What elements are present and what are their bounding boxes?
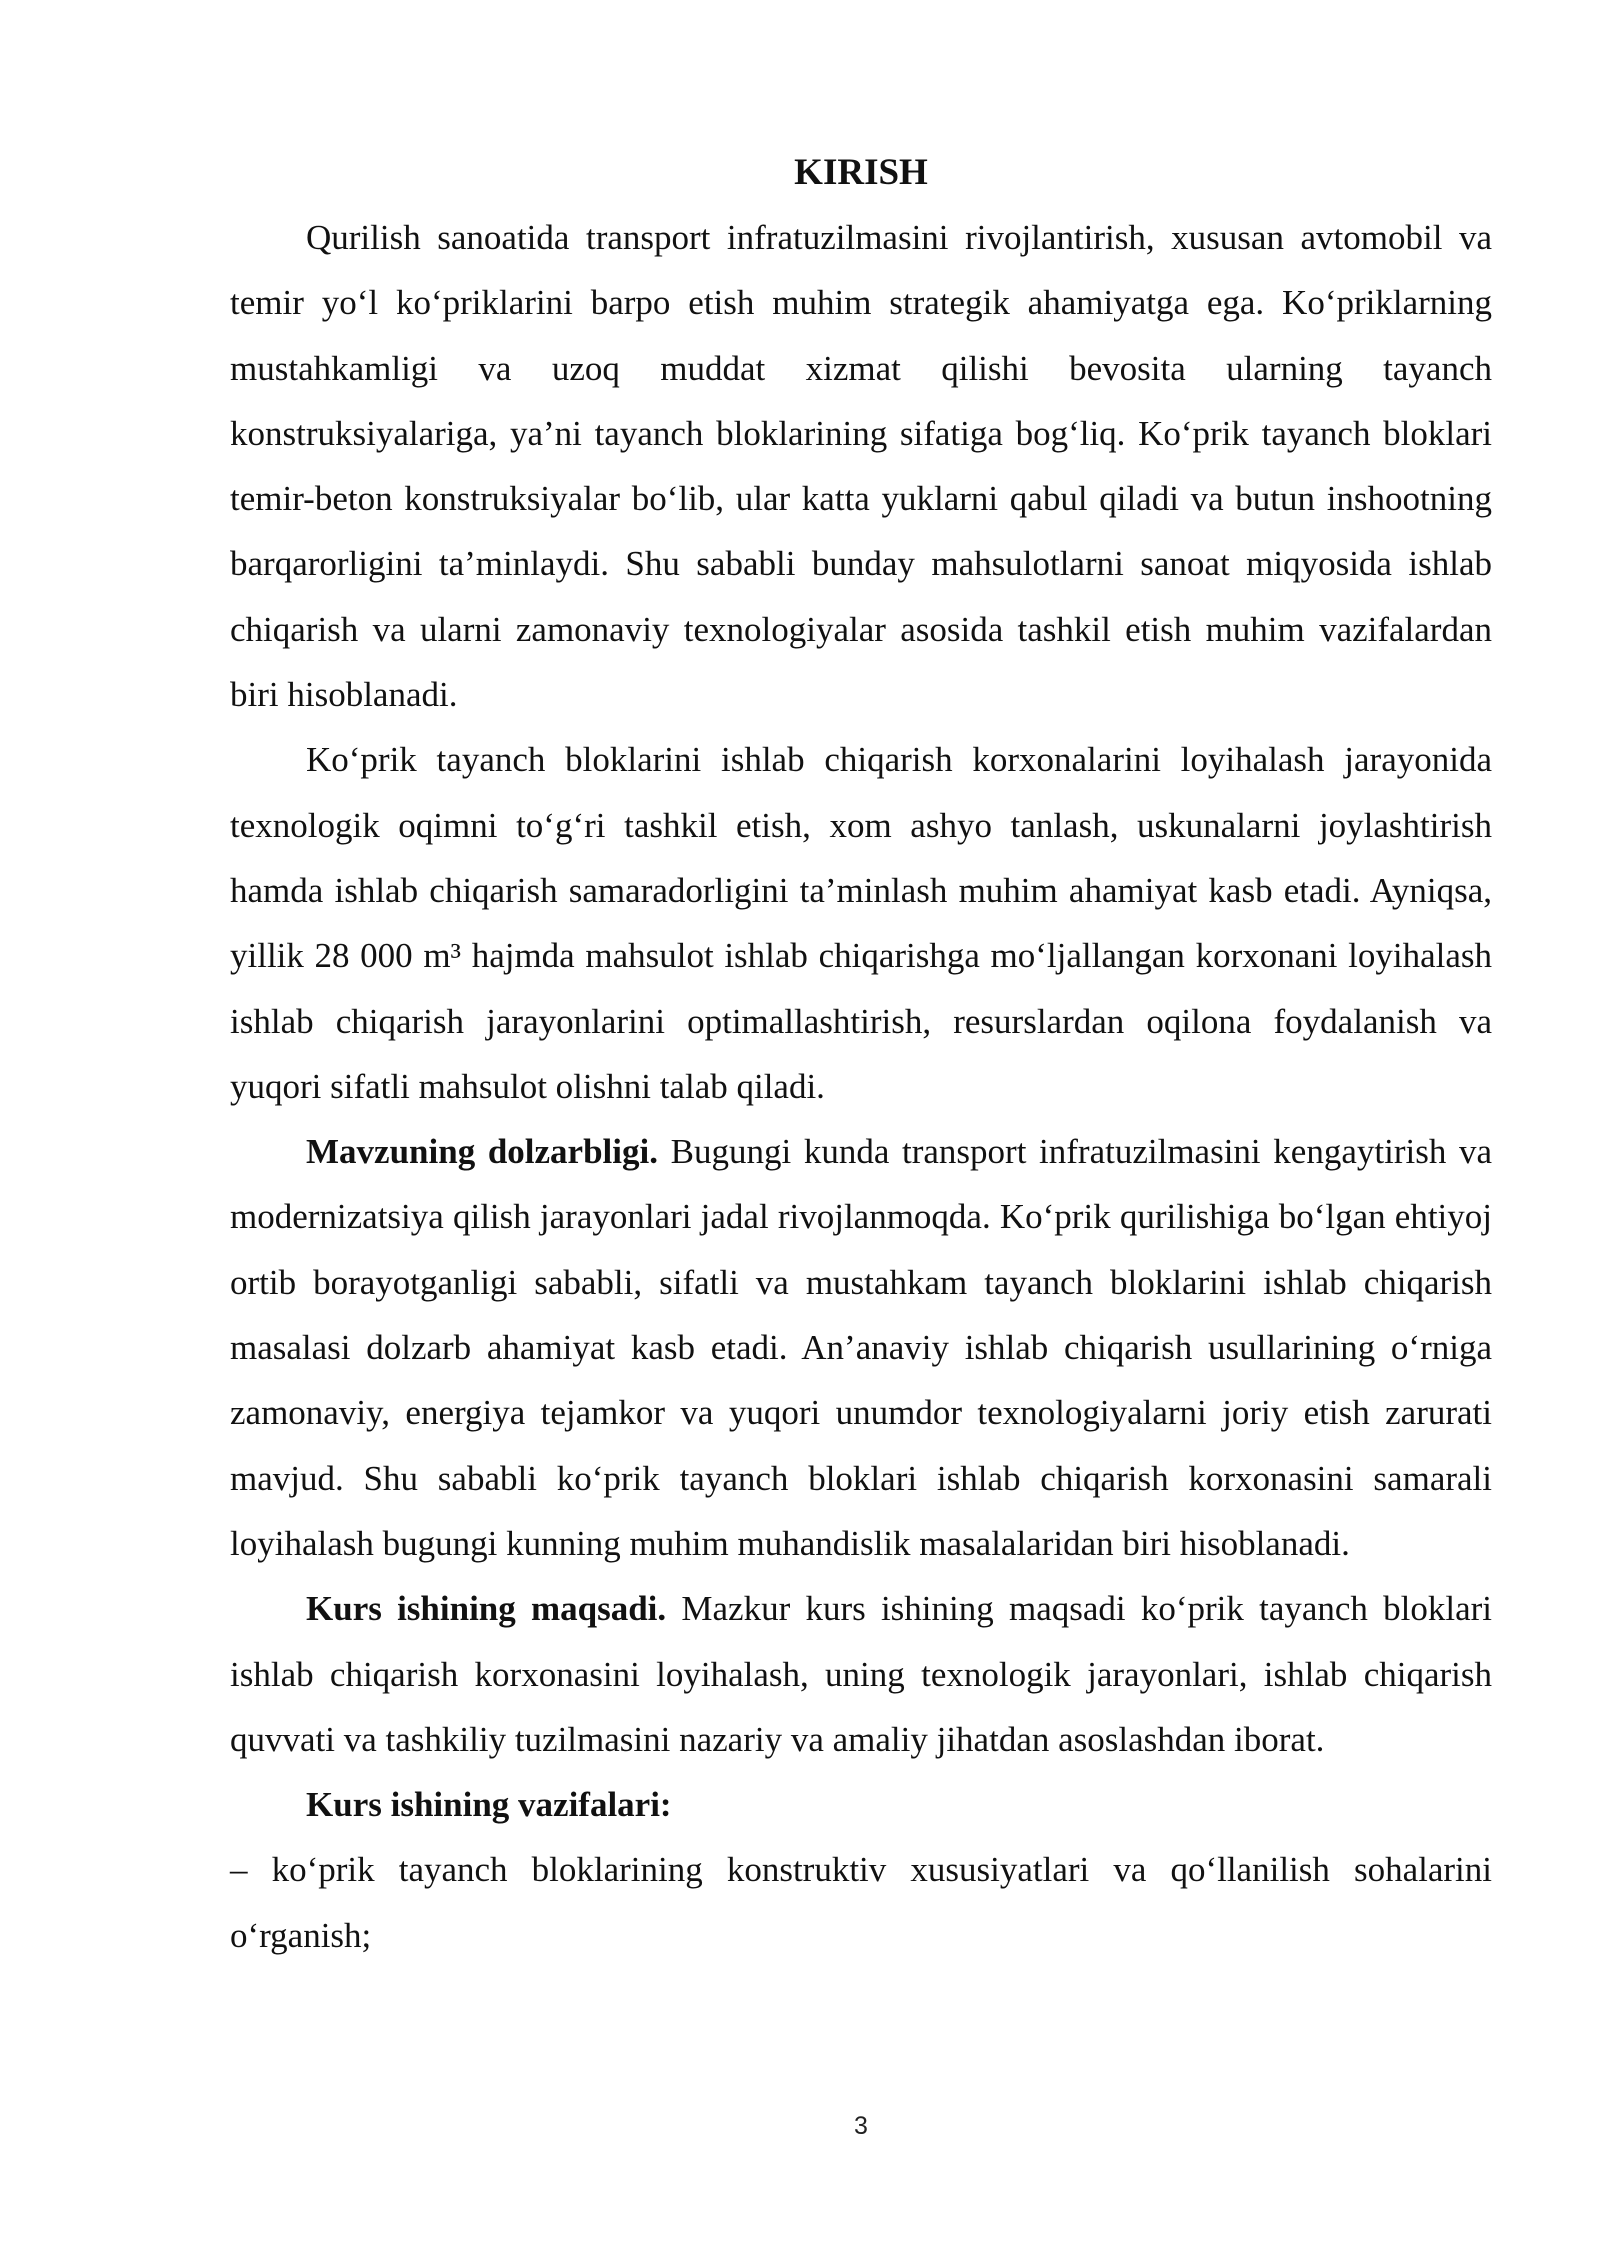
tasks-heading: Kurs ishining vazifalari: [306, 1785, 672, 1825]
aim-paragraph [230, 1576, 1492, 1772]
paragraph-text: Mazkur kurs ishining maqsadi koʻprik tayanch bloklari ishlab chiqarish korxonasini loyihalash, uning texnologik jarayonlari, ishlab chiqarish quvvati va tashkiliy tuzilmasini nazariy va amaliy jihatdan asoslashdan iborat. [230, 1589, 1493, 1759]
intro-paragraph-2 [230, 727, 1492, 1119]
page-title: KIRISH [794, 152, 928, 193]
page-number: 3 [854, 2112, 868, 2140]
paragraph-text: Qurilish sanoatida transport infratuzilmasini rivojlantirish, xususan avtomobil va temir yoʻl koʻpriklarini barpo etish muhim strategik ahamiyatga ega. Koʻpriklarning mustahkamligi va uzoq muddat xizmat qilishi bevosita ularning tayanch konstruksiyalariga, ya’ni tayanch bloklarining sifatiga bogʻliq. Koʻprik tayanch bloklari temir-beton konstruksiyalar boʻlib, ular katta yuklarni qabul qiladi va butun inshootning barqarorligini ta’minlaydi. Shu sababli bunday mahsulotlarni sanoat miqyosida ishlab chiqarish va ularni zamonaviy texnologiyalar asosida tashkil etish muhim vazifalardan biri hisoblanadi. [230, 218, 1492, 715]
task-list-item: – koʻprik tayanch bloklarining konstruktiv xususiyatlari va qoʻllanilish sohalarini oʻrganish; [230, 1850, 1492, 1955]
paragraph-text: Bugungi kunda transport infratuzilmasini kengaytirish va modernizatsiya qilish jarayonlari jadal rivojlanmoqda. Koʻprik qurilishiga boʻlgan ehtiyoj ortib borayotganligi sababli, sifatli va mustahkam tayanch bloklarini ishlab chiqarish masalasi dolzarb ahamiyat kasb etadi. An’anaviy ishlab chiqarish usullarining oʻrniga zamonaviy, energiya tejamkor va yuqori unumdor texnologiyalarni joriy etish zarurati mavjud. Shu sababli koʻprik tayanch bloklari ishlab chiqarish korxonasini samarali loyihalash bugungi kunning muhim muhandislik masalalaridan biri hisoblanadi. [230, 1132, 1492, 1563]
page-content [230, 140, 1492, 1968]
paragraph-text: Koʻprik tayanch bloklarini ishlab chiqarish korxonalarini loyihalash jarayonida texnologik oqimni toʻgʻri tashkil etish, xom ashyo tanlash, uskunalarni joylashtirish hamda ishlab chiqarish samaradorligini ta’minlash muhim ahamiyat kasb etadi. Ayniqsa, yillik 28 000 m³ hajmda mahsulot ishlab chiqarishga moʻljallangan korxonani loyihalash ishlab chiqarish jarayonlarini optimallashtirish, resurslardan oqilona foydalanish va yuqori sifatli mahsulot olishni talab qiladi. [230, 740, 1492, 1106]
intro-paragraph-1 [230, 205, 1492, 727]
relevance-lead: Mavzuning dolzarbligi. [306, 1132, 658, 1172]
aim-lead: Kurs ishining maqsadi. [306, 1589, 667, 1629]
relevance-paragraph [230, 1119, 1492, 1576]
